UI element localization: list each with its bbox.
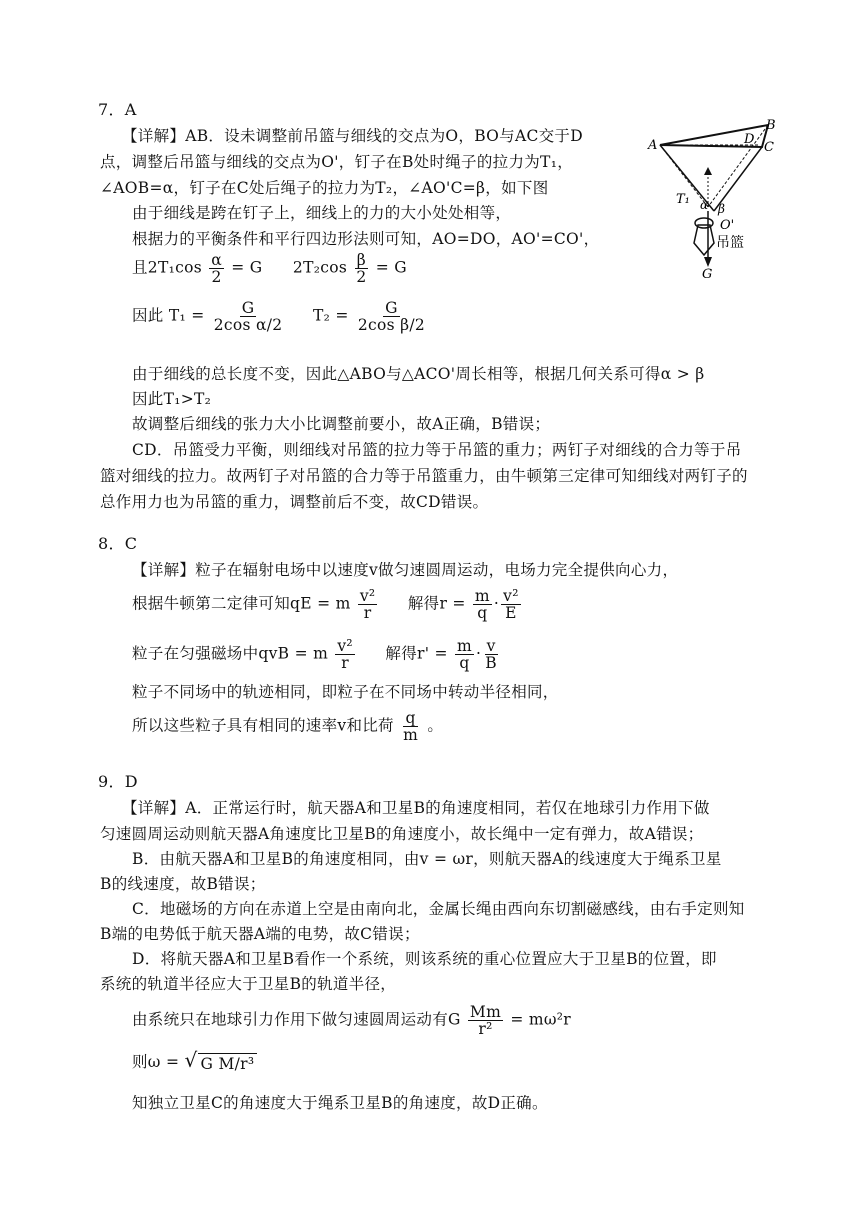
fraction [483, 638, 499, 671]
eq-text: 所以这些粒子具有相同的速率v和比荷 [132, 716, 394, 735]
q9-number: 9．D [98, 772, 138, 791]
q7-number: 7．A [98, 100, 137, 119]
eq-text: = mω²r [510, 1010, 572, 1029]
q7-line-12: 篮对细线的拉力。故两钉子对吊篮的合力等于吊篮重力，由牛顿第三定律可知细线对两钉子的 [100, 467, 748, 485]
denominator: q [459, 654, 470, 672]
denominator: 2cos α/2 [213, 316, 283, 334]
sqrt-content: G M/r³ [198, 1053, 258, 1074]
q7-line-11: CD．吊篮受力平衡，则细线对吊篮的拉力等于吊篮的重力；两钉子对细线的合力等于吊 [132, 441, 742, 459]
numerator: Mm [469, 1003, 502, 1021]
q8-line-1: 【详解】粒子在辐射电场中以速度v做匀速圆周运动，电场力完全提供向心力， [132, 561, 679, 579]
q9-line-5: C．地磁场的方向在赤道上空是由南向北，金属长绳由西向东切割磁感线，由右手定则知 [132, 900, 745, 918]
eq-text: 解得r' = [385, 644, 448, 663]
denominator: 2 [356, 268, 367, 286]
denominator: 2cos β/2 [357, 316, 426, 334]
q9-line-7: D．将航天器A和卫星B看作一个系统，则该系统的重心位置应大于卫星B的位置，即 [132, 950, 717, 968]
numerator: α [211, 251, 222, 269]
eq-text: 由系统只在地球引力作用下做匀速圆周运动有G [132, 1010, 461, 1029]
q8-number: 8．C [98, 534, 138, 553]
eq-text: 。 [427, 716, 444, 735]
fraction [358, 588, 378, 621]
numerator: m [474, 587, 490, 605]
label-T1: T₁ [676, 192, 690, 207]
basket-force-diagram [640, 115, 780, 280]
numerator: G [241, 299, 255, 317]
q7-equation-1 [132, 252, 407, 285]
q7-line-13: 总作用力也为吊篮的重力，调整前后不变，故CD错误。 [100, 493, 489, 511]
denominator: E [505, 604, 517, 622]
denominator: 2 [211, 268, 222, 286]
q7-line-9: 因此T₁>T₂ [132, 390, 212, 408]
eq-text: 且2T₁cos [132, 258, 202, 277]
eq-text: = G [231, 258, 263, 277]
numerator: v [486, 637, 496, 655]
denominator: q [477, 604, 488, 622]
arrow-head [704, 167, 712, 175]
q7-line-5: 根据力的平衡条件和平行四边形法则可知，AO=DO，AO'=CO'， [132, 230, 600, 248]
label-D: D [744, 132, 755, 147]
q9-line-3: B．由航天器A和卫星B的角速度相同，由v = ωr，则航天器A的线速度大于绳系卫星 [132, 850, 722, 868]
q9-line-8: 系统的轨道半径应大于卫星B的轨道半径， [100, 975, 397, 993]
q9-equation-2: 则ω = √ G M/r³ [132, 1050, 257, 1074]
eq-text: T₂ = [312, 306, 349, 325]
basket-rim [695, 218, 713, 228]
denominator: r² [478, 1020, 493, 1038]
q9-line-11: 知独立卫星C的角速度大于绳系卫星B的角速度，故D正确。 [132, 1094, 548, 1112]
label-O: O' [720, 218, 735, 233]
numerator: m [457, 637, 473, 655]
denominator: r [341, 654, 349, 672]
q7-line-3: ∠AOB=α，钉子在C处后绳子的拉力为T₂，∠AO'C=β，如下图 [100, 179, 549, 197]
fraction [501, 588, 521, 621]
q9-line-1: 【详解】A．正常运行时，航天器A和卫星B的角速度相同，若仅在地球引力作用下做 [122, 799, 710, 817]
fraction [335, 638, 355, 671]
label-A: A [648, 138, 658, 153]
label-beta: β [718, 202, 725, 216]
numerator: q [405, 709, 416, 727]
fraction [473, 588, 492, 621]
eq-text: 因此 [132, 306, 164, 325]
q9-equation-1 [132, 1004, 571, 1037]
q9-line-6: B端的电势低于航天器A端的电势，故C错误； [100, 925, 420, 943]
basket-shape [694, 225, 714, 255]
fraction [209, 252, 224, 285]
label-C: C [764, 140, 774, 155]
fraction [468, 1004, 503, 1037]
denominator: B [485, 654, 497, 672]
numerator: v² [337, 637, 353, 655]
fraction [455, 638, 474, 671]
numerator: β [356, 251, 367, 269]
q8-equation-1: 根据牛顿第二定律可知qE = m $\frac{\text{v²}}{r}$ 解得r = $\frac{m}{q}$ · $\frac{\text{v²}}{E}$ [132, 587, 519, 622]
q7-line-8: 由于细线的总长度不变，因此△ABO与△ACO'周长相等，根据几何关系可得α > β [132, 365, 705, 383]
label-basket: 吊篮 [716, 235, 744, 251]
label-alpha: α [700, 198, 709, 212]
fraction [212, 300, 285, 333]
q9-line-4: B的线速度，故B错误； [100, 875, 266, 893]
denominator: r [363, 604, 372, 622]
eq-text: 解得r = [407, 594, 466, 613]
numerator: v² [503, 587, 519, 605]
eq-text: 2T₂cos [292, 258, 348, 277]
q8-equation-2: 粒子在匀强磁场中qvB = m $\frac{\text{v²}}{r}$ 解得r' = $\frac{m}{q}$ · $\frac{v}{B}$ [132, 637, 497, 672]
dashed-line [708, 125, 768, 207]
eq-text: 粒子在匀强磁场中qvB = m [132, 644, 329, 663]
q8-line-5 [132, 710, 443, 743]
fraction [354, 252, 368, 285]
eq-text: T₁ = [168, 306, 205, 325]
eq-text: = G [375, 258, 407, 277]
fraction [356, 300, 427, 333]
eq-text: 则ω = [132, 1053, 180, 1071]
numerator: v² [359, 587, 376, 605]
q7-equation-2 [132, 300, 429, 333]
eq-text: 根据牛顿第二定律可知qE = m [132, 594, 351, 613]
arrow-head [704, 257, 712, 267]
q7-line-10: 故调整后细线的张力大小比调整前要小，故A正确，B错误； [132, 415, 551, 433]
fraction [401, 710, 420, 743]
label-B: B [766, 118, 776, 133]
numerator: G [385, 299, 398, 317]
q9-line-2: 匀速圆周运动则航天器A角速度比卫星B的角速度小，故长绳中一定有弹力，故A错误； [100, 825, 704, 843]
q7-line-1: 【详解】AB．设未调整前吊篮与细线的交点为O，BO与AC交于D [122, 127, 583, 145]
label-G: G [702, 267, 713, 280]
q8-line-4: 粒子不同场中的轨迹相同，即粒子在不同场中转动半径相同， [132, 683, 559, 701]
q7-line-4: 由于细线是跨在钉子上，细线上的力的大小处处相等， [132, 204, 512, 222]
q7-line-2: 点，调整后吊篮与细线的交点为O'，钉子在B处时绳子的拉力为T₁， [100, 153, 574, 171]
denominator: m [403, 726, 419, 744]
